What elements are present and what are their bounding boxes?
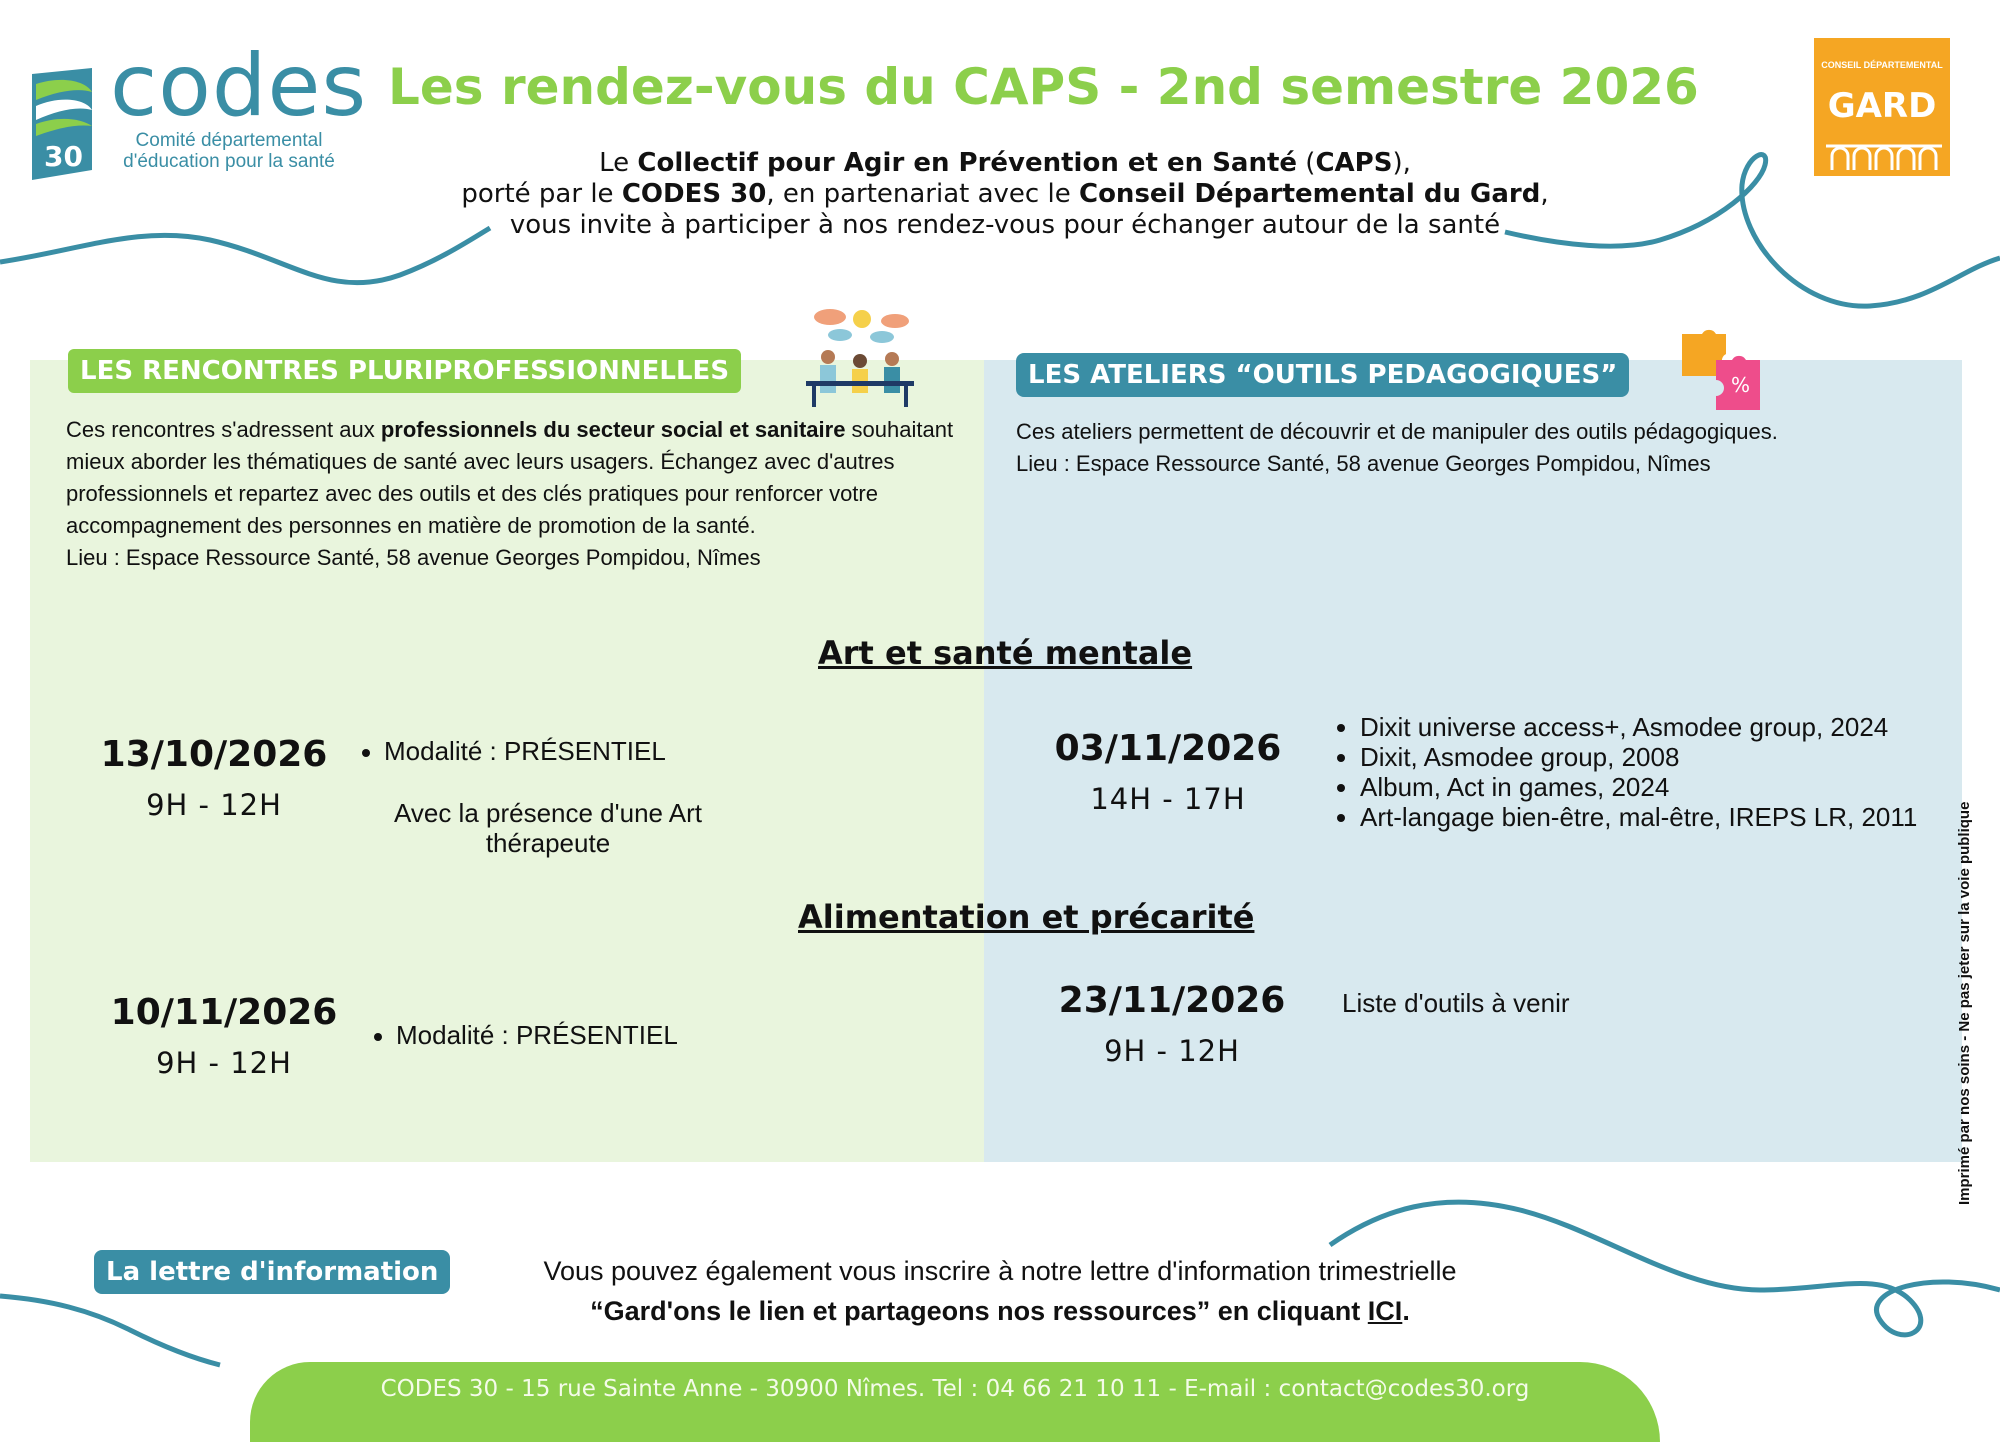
footer-contact: CODES 30 - 15 rue Sainte Anne - 30900 Nîmes. Tel : 04 66 21 10 11 - E-mail : contact@codes30.org — [380, 1376, 1530, 1402]
event-date: 23/11/2026 — [1058, 980, 1286, 1021]
aqueduct-icon — [1814, 134, 1950, 174]
newsletter-label: La lettre d'information — [94, 1250, 450, 1294]
event-modality: Modalité : PRÉSENTIEL — [374, 1020, 678, 1051]
newsletter-text: Vous pouvez également vous inscrire à notre lettre d'information trimestrielle — [543, 1256, 1457, 1286]
list-item: • Dixit, Asmodee group, 2008 — [1360, 742, 1917, 772]
event-date: 03/11/2026 — [1054, 728, 1282, 769]
gard-logo: CONSEIL DÉPARTEMENTAL GARD — [1814, 38, 1950, 176]
puzzle-pieces-icon — [1676, 314, 1766, 414]
print-notice: Imprimé par nos soins - Ne pas jeter sur la voie publique — [1956, 801, 1973, 1205]
logo-wordmark: codes — [110, 36, 368, 136]
event-note: Avec la présence d'une Art thérapeute — [393, 798, 702, 858]
ateliers-location: Lieu : Espace Ressource Santé, 58 avenue Georges Pompidou, Nîmes — [1016, 451, 1711, 476]
rencontres-heading: LES RENCONTRES PLURIPROFESSIONNELLES — [68, 349, 741, 393]
event-hours: 9H - 12H — [146, 788, 282, 822]
section-title-art: Art et santé mentale — [818, 634, 1193, 672]
ateliers-heading: LES ATELIERS “OUTILS PEDAGOGIQUES” — [1016, 353, 1629, 397]
bullet-icon — [374, 1033, 382, 1041]
bullet-icon — [362, 749, 370, 757]
codes-swoosh-icon — [30, 62, 100, 182]
newsletter-cta: “Gard'ons le lien et partageons nos ressources” en cliquant ICI. — [590, 1296, 1410, 1326]
footer-band — [250, 1362, 1660, 1442]
event-date: 10/11/2026 — [110, 992, 338, 1033]
list-item: • Album, Act in games, 2024 — [1360, 772, 1917, 802]
codes30-logo — [30, 36, 368, 180]
intro-text: Le Collectif pour Agir en Prévention et en Santé (CAPS), porté par le CODES 30, en partenariat avec le Conseil Départemental du Gard, vous invite à participer à nos rendez-vous pour échanger autour de la santé — [461, 148, 1549, 240]
newsletter-link[interactable]: ICI — [1367, 1296, 1403, 1326]
event-modality: Modalité : PRÉSENTIEL — [362, 736, 666, 767]
svg-text:%: % — [1731, 373, 1751, 397]
ateliers-description: Ces ateliers permettent de découvrir et de manipuler des outils pédagogiques. Lieu : Espace Ressource Santé, 58 avenue Georges Pompidou, Nîmes — [1016, 416, 1936, 480]
section-title-alimentation: Alimentation et précarité — [798, 898, 1255, 936]
event-hours: 14H - 17H — [1090, 782, 1246, 816]
meeting-people-icon — [800, 305, 920, 409]
rencontres-description: Ces rencontres s'adressent aux professionnels du secteur social et sanitaire souhaitant mieux aborder les thématiques de santé avec leurs usagers. Échangez avec d'autres professionnels et repartez avec des outils et des clés pratiques pour renforcer votre accompagnement des personnes en matière de promotion de la santé. Lieu : Espace Ressource Santé, 58 avenue Georges Pompidou, Nîmes — [66, 414, 966, 574]
tools-placeholder: Liste d'outils à venir — [1342, 988, 1570, 1018]
event-hours: 9H - 12H — [1104, 1034, 1240, 1068]
page-title: Les rendez-vous du CAPS - 2nd semestre 2026 — [388, 58, 1699, 116]
list-item: • Dixit universe access+, Asmodee group, 2024 — [1360, 712, 1917, 742]
svg-text:30: 30 — [44, 140, 83, 173]
rencontres-location: Lieu : Espace Ressource Santé, 58 avenue Georges Pompidou, Nîmes — [66, 545, 761, 570]
list-item: • Art-langage bien-être, mal-être, IREPS LR, 2011 — [1360, 802, 1917, 832]
logo-subtitle: Comité départemental d'éducation pour la santé — [123, 130, 335, 172]
event-date: 13/10/2026 — [100, 734, 328, 775]
event-hours: 9H - 12H — [156, 1046, 292, 1080]
tools-list — [1326, 712, 1917, 832]
